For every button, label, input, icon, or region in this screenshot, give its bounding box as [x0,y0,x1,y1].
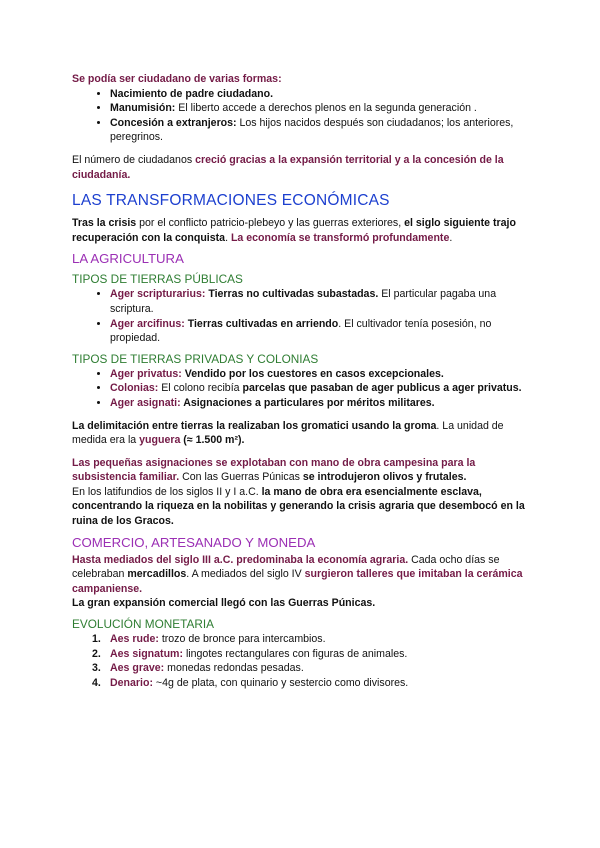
list-item [110,317,532,346]
item-number: 2. [92,647,101,660]
list-item [110,381,532,396]
list-item [92,676,514,691]
text-run-emphasis: La economía se transformó profundamente [230,231,450,244]
text-run: . La unidad de medida era la [72,419,504,447]
text-run-bold: se introdujeron olivos y frutales. [302,471,467,484]
list-item [92,661,514,676]
citizens-growth-paragraph [72,153,532,182]
item-term: Colonias: [110,382,159,395]
economic-transformations-heading: LAS TRANSFORMACIONES ECONÓMICAS [72,192,390,210]
item-number: 3. [92,662,101,675]
text-run-bold: La delimitación entre tierras la realizaban los gromatici usando la groma [72,419,437,432]
small-assignments-paragraph [72,456,532,485]
item-term: Aes rude: [110,633,159,646]
item-term: Manumisión: [110,102,176,115]
text-run-emphasis: yuguera [139,434,181,447]
item-text: El liberto accede a derechos plenos en la segunda generación . [175,102,477,115]
item-bold: parcelas que pasaban de ager publicus a ager privatus. [242,382,522,395]
item-term: Ager scripturarius: [110,288,206,301]
trade-heading: COMERCIO, ARTESANADO Y MONEDA [72,534,316,550]
public-lands-list [72,287,532,345]
text-run: . [449,231,453,244]
text-run: . [225,231,231,244]
item-bold: Tierras cultivadas en arriendo [184,317,339,330]
public-lands-heading: TIPOS DE TIERRAS PÚBLICAS [72,272,243,287]
item-term: Ager arcifinus: [110,317,185,330]
item-bold: Asignaciones a particulares por méritos militares. [180,396,435,409]
item-term: Denario: [110,676,153,689]
item-text: . El cultivador tenía posesión, no propiedad. [110,317,492,345]
item-bold: Tierras no cultivadas subastadas. [205,288,379,301]
text-run-bold: mercadillos [127,568,187,581]
item-term: Ager privatus: [110,367,182,380]
list-item [92,632,514,647]
private-lands-heading: TIPOS DE TIERRAS PRIVADAS Y COLONIAS [72,351,319,366]
item-term: Nacimiento de padre ciudadano. [110,87,274,100]
item-text: trozo de bronce para intercambios. [158,633,326,646]
text-run-emphasis: Las pequeñas asignaciones se explotaban con mano de obra campesina para la subsistencia familiar. [72,456,476,484]
list-item [110,101,532,116]
text-run: El número de ciudadanos [72,153,196,166]
trade-expansion-line: La gran expansión comercial llegó con las Guerras Púnicas. [72,597,376,610]
list-item [110,87,532,102]
list-item [110,287,532,316]
text-run-bold: (≈ 1.500 m²). [180,434,245,447]
text-run-emphasis: Hasta mediados del siglo III a.C. predominaba la economía agraria. [72,553,409,566]
item-text: Los hijos nacidos después son ciudadanos; los anteriores, peregrinos. [110,116,514,144]
item-text: El colono recibía [158,382,243,395]
item-text: lingotes rectangulares con figuras de animales. [183,647,408,660]
item-term: Ager asignati: [110,396,181,409]
text-run: En los latifundios de los siglos II y I a.C. [72,485,262,498]
text-run-bold: Tras la crisis [72,217,137,230]
text-run-bold: la mano de obra era esencialmente esclava, concentrando la riqueza en la nobilitas y generando la crisis agraria que desembocó en la ruina de los Gracos. [72,485,525,528]
monetary-list [72,632,514,690]
economic-intro-paragraph [72,216,532,245]
list-item [92,647,514,662]
latifundia-paragraph [72,485,532,529]
item-bold: Vendido por los cuestores en casos excepcionales. [181,367,444,380]
item-text: El particular pagaba una scriptura. [110,288,497,315]
citizenship-intro: Se podía ser ciudadano de varias formas: [72,73,282,85]
text-run-emphasis: surgieron talleres que imitaban la cerámica campaniense. [72,568,523,595]
text-run: Cada ocho días se celebraban [72,553,500,581]
agriculture-heading: LA AGRICULTURA [72,251,184,267]
text-run: . A mediados del siglo IV [186,568,305,581]
item-term: Aes signatum: [110,647,183,660]
item-text: ~4g de plata, con quinario y sestercio como divisores. [152,676,409,689]
item-term: Aes grave: [110,662,165,675]
item-number: 1. [92,633,101,646]
delimitation-paragraph [72,419,532,448]
item-text: monedas redondas pesadas. [164,662,304,675]
private-lands-list [72,367,532,411]
text-run-bold: el siglo siguiente trajo recuperación con la conquista [72,217,516,244]
text-run: por el conflicto patricio-plebeyo y las guerras exteriores, [136,217,405,230]
text-run: Con las Guerras Púnicas [179,471,303,484]
list-item [110,367,532,382]
trade-paragraph [72,553,532,597]
item-term: Concesión a extranjeros: [110,116,237,129]
text-run-emphasis: creció gracias a la expansión territorial y a la concesión de la ciudadanía. [72,153,504,181]
citizenship-list [72,87,532,145]
list-item [110,396,532,411]
item-number: 4. [92,676,101,689]
monetary-heading: EVOLUCIÓN MONETARIA [72,617,215,632]
list-item [110,116,532,145]
